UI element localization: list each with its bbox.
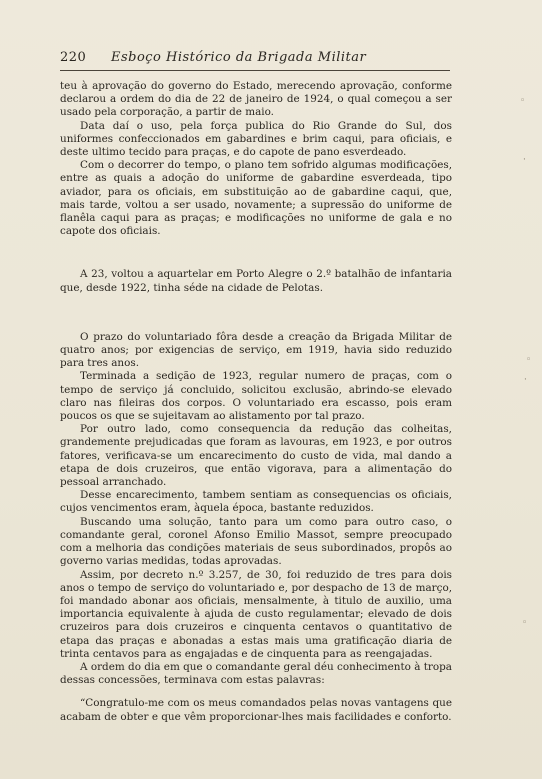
paragraph: O prazo do voluntariado fôra desde a creação da Brigada Militar de quatro anos; por exigencias de serviço, em 1919, havia sido reduzido para tres anos. bbox=[60, 330, 452, 370]
page-header bbox=[60, 50, 450, 65]
paragraph: Assim, por decreto n.º 3.257, de 30, foi reduzido de tres para dois anos o tempo de serviço do voluntariado e, por despacho de 13 de março, foi mandado abonar aos oficiais, mensalmente, à titulo de auxilio, uma importancia equivalente à ajuda de custo regulamentar; elevado de dois cruzeiros para dois cruzeiros e cinquenta centavos o quantitativo de etapa das praças e abonadas a estas mais uma gratificação diaria de trinta centavos para as engajadas e de cinquenta para as reengajadas. bbox=[60, 568, 452, 660]
quotation: “Congratulo-me com os meus comandados pelas novas vantagens que acabam de obter e que vêm proporcionar-lhes mais facilidades e conforto. bbox=[60, 697, 452, 723]
page-number: 220 bbox=[60, 50, 87, 65]
paragraph: Com o decorrer do tempo, o plano tem sofrido algumas modificações, entre as quais a adoção do uniforme de gabardine esverdeada, tipo aviador, para os oficiais, em substituição ao de gabardine caqui, que, mais tarde, voltou a ser usado, novamente; a supressão do uniforme de flanêla caqui para as praças; e modificações no uniforme de gala e no capote dos oficiais. bbox=[60, 159, 452, 238]
paragraph: Data daí o uso, pela força publica do Rio Grande do Sul, dos uniformes confeccionados em gabardines e brim caqui, para oficiais, e deste ultimo tecido para praças, e do capote de pano esverdeado. bbox=[60, 119, 452, 159]
paragraph: A ordem do dia em que o comandante geral déu conhecimento à tropa dessas concessões, terminava com estas palavras: bbox=[60, 660, 452, 687]
paragraph: Desse encarecimento, tambem sentiam as consequencias os oficiais, cujos vencimentos eram, àquela época, bastante reduzidos. bbox=[60, 489, 452, 515]
page-body bbox=[60, 80, 452, 724]
running-title: Esboço Histórico da Brigada Militar bbox=[110, 50, 367, 65]
paragraph: Buscando uma solução, tanto para um como para outro caso, o comandante geral, coronel Afonso Emilio Massot, sempre preocupado com a melhoria das condições materiais de seus subordinados, propôs ao governo varias medidas, todas aprovadas. bbox=[60, 515, 452, 568]
header-rule bbox=[60, 70, 450, 71]
book-page: 220 Esboço Histórico da Brigada Militar teu à aprovação do governo do Estado, merecendo aprovação, conforme declarou a ordem do dia de 22 de janeiro de 1924, o qual começou a ser usado pela corporação, a partir de maio. Data daí o uso, pela força publica do Rio Grande do Sul, dos uniformes confeccionados em gabardines e brim caqui, para oficiais, e deste ultimo tecido para praças, e do capote de pano esverdeado. Com o decorrer do tempo, o plano tem sofrido algumas modificações, entre as quais a adoção do uniforme de gabardine esverdeada, tipo aviador, para os oficiais, em substituição ao de gabardine caqui, que, mais tarde, voltou a ser usado, novamente; a supressão do uniforme de flanêla caqui para as praças; e modificações no uniforme de gala e no capote dos oficiais. A 23, voltou a aquartelar em Porto Alegre o 2.º batalhão de infantaria que, desde 1922, tinha séde na cidade de Pelotas. O prazo do voluntariado fôra desde a creação da Brigada Militar de quatro anos; por exigencias de serviço, em 1919, havia sido reduzido para tres anos. Terminada a sedição de 1923, regular numero de praças, com o tempo de serviço já concluido, solicitou exclusão, abrindo-se elevado claro nas fileiras dos corpos. O voluntariado era escasso, pois eram poucos os que se sujeitavam ao alistamento por tal prazo. Por outro lado, como consequencia da redução das colheitas, grandemente prejudicadas que foram as lavouras, em 1923, e por outros fatores, verificava-se um encarecimento do custo de vida, mal dando a etapa de dois cruzeiros, que então vigorava, para a alimentação do pessoal arranchado. Desse encarecimento, tambem sentiam as consequencias os oficiais, cujos vencimentos eram, àquela época, bastante reduzidos. Buscando uma solução, tanto para um como para outro caso, o comandante geral, coronel Afonso Emilio Massot, sempre preocupado com a melhoria das condições materiais de seus subordinados, propôs ao governo varias medidas, todas aprovadas. Assim, por decreto n.º 3.257, de 30, foi reduzido de tres para dois anos o tempo de serviço do voluntariado e, por despacho de 13 de março, foi mandado abonar aos oficiais, mensalmente, à titulo de auxilio, uma importancia equivalente à ajuda de custo regulamentar; elevado de dois cruzeiros para dois cruzeiros e cinquenta centavos o quantitativo de etapa das praças e abonadas a estas mais uma gratificação diaria de trinta centavos para as engajadas e de cinquenta para as reengajadas. A ordem do dia em que o comandante geral déu conhecimento à tropa dessas concessões, terminava com estas palavras: “Congratulo-me com os meus comandados pelas novas vantagens que acabam de obter e que vêm proporcionar-lhes mais facilidades e conforto. ◦ · ◦ · ◦ bbox=[0, 0, 542, 779]
paragraph: Por outro lado, como consequencia da redução das colheitas, grandemente prejudicadas que foram as lavouras, em 1923, e por outros fatores, verificava-se um encarecimento do custo de vida, mal dando a etapa de dois cruzeiros, que então vigorava, para a alimentação do pessoal arranchado. bbox=[60, 423, 452, 489]
paragraph: teu à aprovação do governo do Estado, merecendo aprovação, conforme declarou a ordem do dia de 22 de janeiro de 1924, o qual começou a ser usado pela corporação, a partir de maio. bbox=[60, 80, 452, 119]
paragraph: Terminada a sedição de 1923, regular numero de praças, com o tempo de serviço já concluido, solicitou exclusão, abrindo-se elevado claro nas fileiras dos corpos. O voluntariado era escasso, pois eram poucos os que se sujeitavam ao alistamento por tal prazo. bbox=[60, 370, 452, 423]
paragraph: A 23, voltou a aquartelar em Porto Alegre o 2.º batalhão de infantaria que, desde 1922, tinha séde na cidade de Pelotas. bbox=[60, 268, 452, 294]
